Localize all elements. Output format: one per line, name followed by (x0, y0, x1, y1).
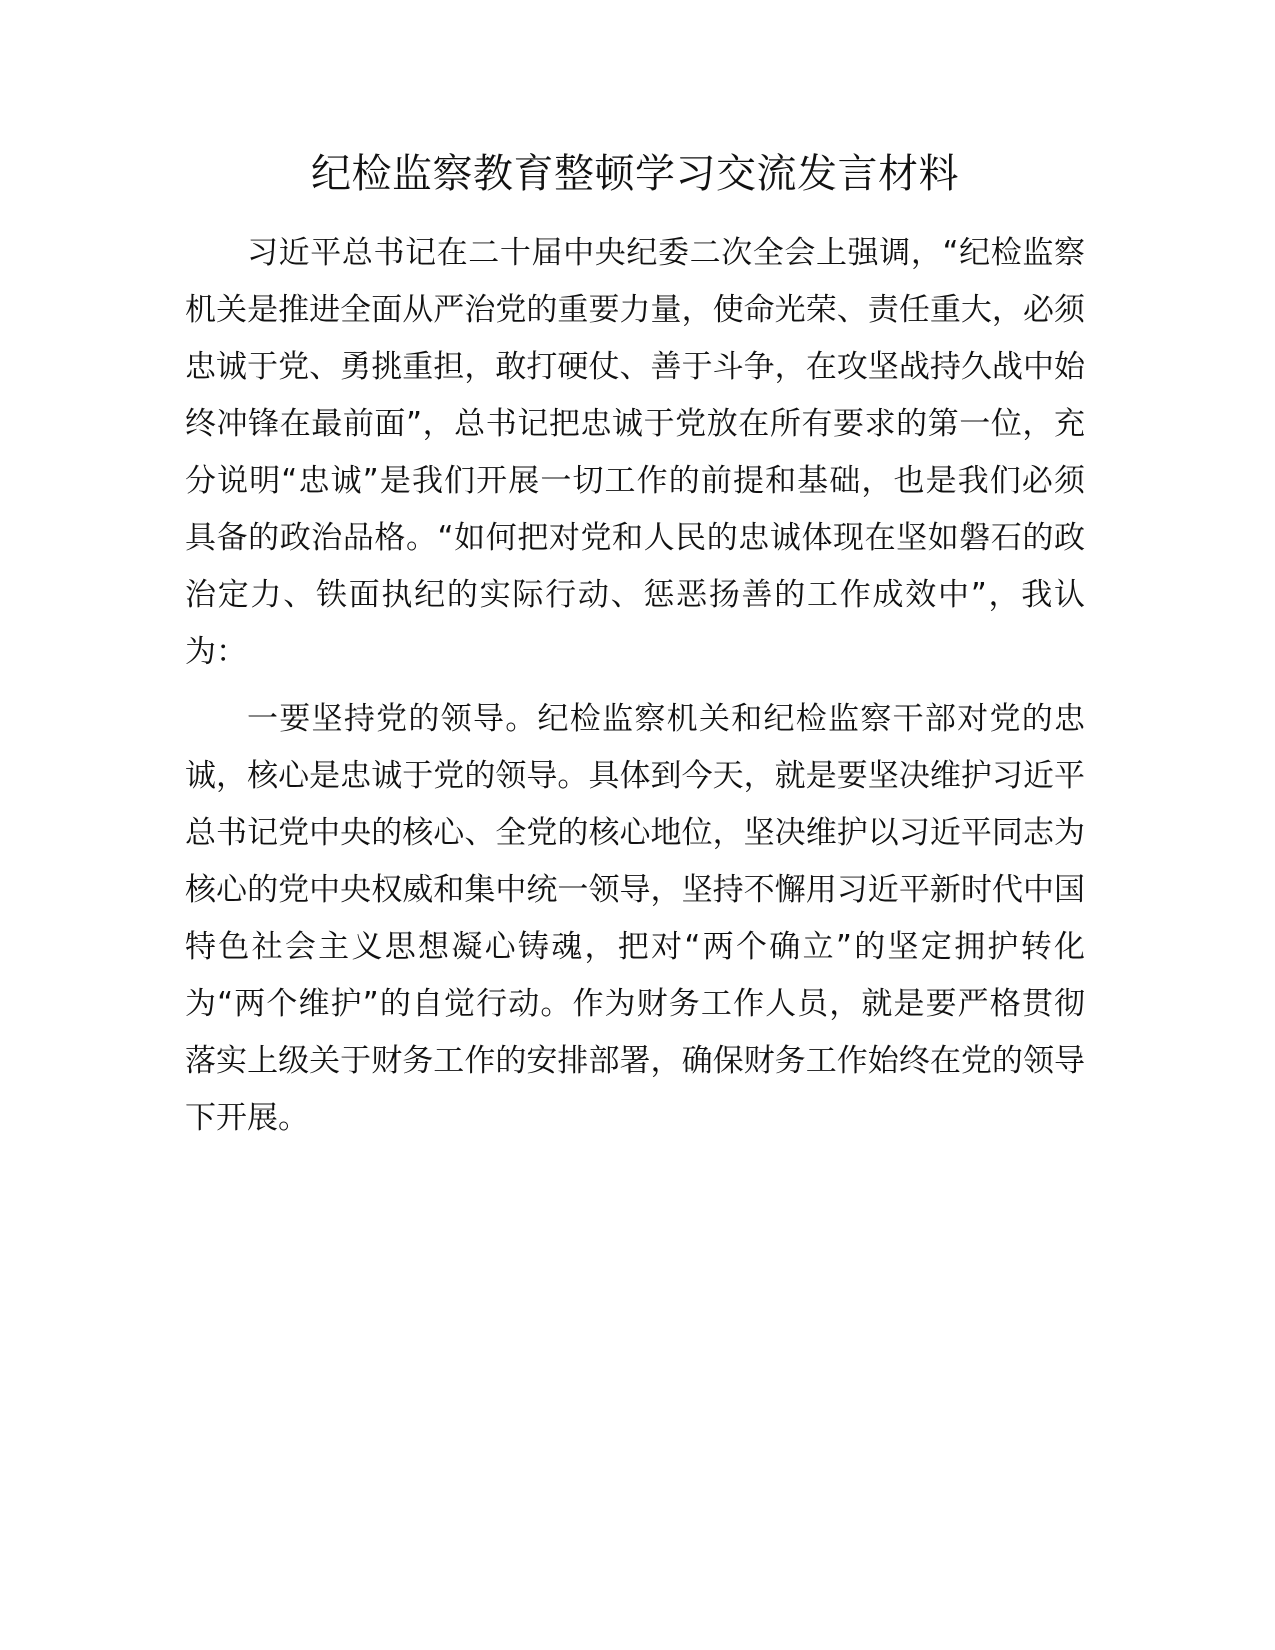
document-title: 纪检监察教育整顿学习交流发言材料 (311, 151, 959, 197)
paragraph-intro: 习近平总书记在二十届中央纪委二次全会上强调，“纪检监察机关是推进全面从严治党的重要力量，使命光荣、责任重大，必须忠诚于党、勇挑重担，敢打硬仗、善于斗争，在攻坚战持久战中始终冲锋在最前面”，总书记把忠诚于党放在所有要求的第一位，充分说明“忠诚”是我们开展一切工作的前提和基础，也是我们必须具备的政治品格。“如何把对党和人民的忠诚体现在坚如磐石的政治定力、铁面执纪的实际行动、惩恶扬善的工作成效中”，我认为： (185, 235, 1085, 670)
document-body (185, 225, 1085, 1147)
paragraph-party-leadership: 一要坚持党的领导。纪检监察机关和纪检监察干部对党的忠诚，核心是忠诚于党的领导。具体到今天，就是要坚决维护习近平总书记党中央的核心、全党的核心地位，坚决维护以习近平同志为核心的党中央权威和集中统一领导，坚持不懈用习近平新时代中国特色社会主义思想凝心铸魂，把对“两个确立”的坚定拥护转化为“两个维护”的自觉行动。作为财务工作人员，就是要严格贯彻落实上级关于财务工作的安排部署，确保财务工作始终在党的领导下开展。 (185, 701, 1085, 1136)
